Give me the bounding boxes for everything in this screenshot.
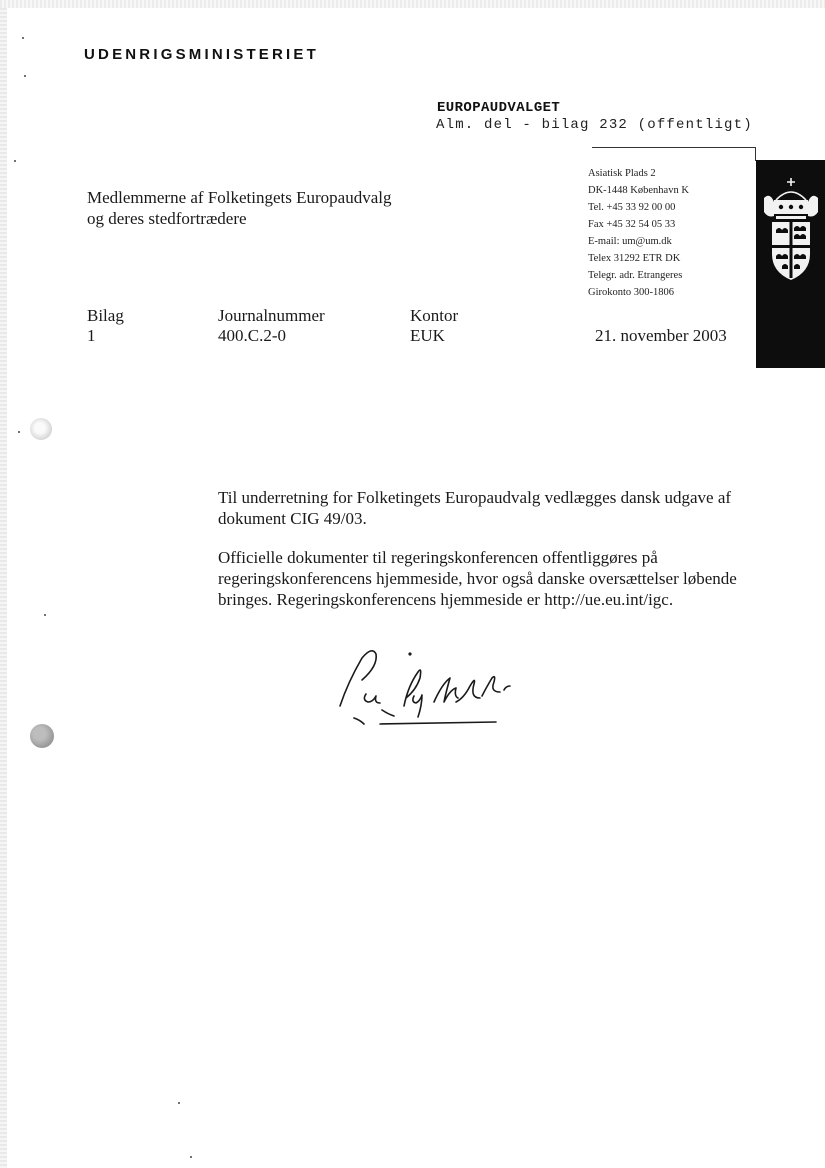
body-paragraph [218, 487, 758, 529]
journal-number-label: Journalnummer [218, 306, 325, 325]
document-reference-stamp: Alm. del - bilag 232 (offentligt) [436, 117, 753, 133]
punch-hole-lower [30, 724, 54, 748]
office-value: EUK [410, 326, 445, 345]
scan-edge-top [0, 0, 825, 8]
letter-date: 21. november 2003 [595, 326, 727, 345]
address-email: E-mail: um@um.dk [588, 236, 672, 247]
recipient-line: Medlemmerne af Folketingets Europaudvalg [87, 188, 392, 207]
address-fax: Fax +45 32 54 05 33 [588, 219, 676, 230]
address-telex: Telex 31292 ETR DK [588, 253, 681, 264]
coat-of-arms-icon [762, 176, 820, 286]
body-paragraph-text: Officielle dokumenter til regeringskonferencen offentliggøres på regeringskonferencens hjemmeside, hvor også danske oversættelser løbende bringes. Regeringskonferencens hjemmeside er http://ue.eu.int/igc. [218, 548, 737, 609]
ministry-letterhead: UDENRIGSMINISTERIET [84, 46, 319, 63]
scan-speck [178, 1102, 180, 1104]
address-city: DK-1448 København K [588, 185, 689, 196]
body-paragraph [218, 547, 758, 610]
sender-address-block [588, 165, 689, 301]
office-label: Kontor [410, 306, 459, 325]
scan-speck [190, 1156, 192, 1158]
address-street: Asiatisk Plads 2 [588, 168, 656, 179]
scan-speck [44, 614, 46, 616]
reference-rule [592, 147, 756, 148]
attachment-label: Bilag [87, 306, 124, 325]
body-paragraph-text: Til underretning for Folketingets Europaudvalg vedlægges dansk udgave af dokument CIG 49/03. [218, 488, 732, 528]
committee-stamp: EUROPAUDVALGET [437, 100, 561, 116]
scan-speck [22, 37, 24, 39]
scan-edge-left [0, 0, 7, 1168]
scan-speck [24, 75, 26, 77]
recipient-line: og deres stedfortrædere [87, 209, 247, 228]
scan-speck [14, 160, 16, 162]
reference-rule-tick [755, 147, 756, 161]
scan-speck [18, 431, 20, 433]
address-giro: Girokonto 300-1806 [588, 287, 675, 298]
handwritten-signature [336, 644, 546, 736]
recipient-block [87, 187, 392, 229]
punch-hole-upper [30, 418, 52, 440]
address-tel: Tel. +45 33 92 00 00 [588, 202, 676, 213]
attachment-value: 1 [87, 326, 96, 345]
address-telegram: Telegr. adr. Etrangeres [588, 270, 683, 281]
journal-number-value: 400.C.2-0 [218, 326, 286, 345]
